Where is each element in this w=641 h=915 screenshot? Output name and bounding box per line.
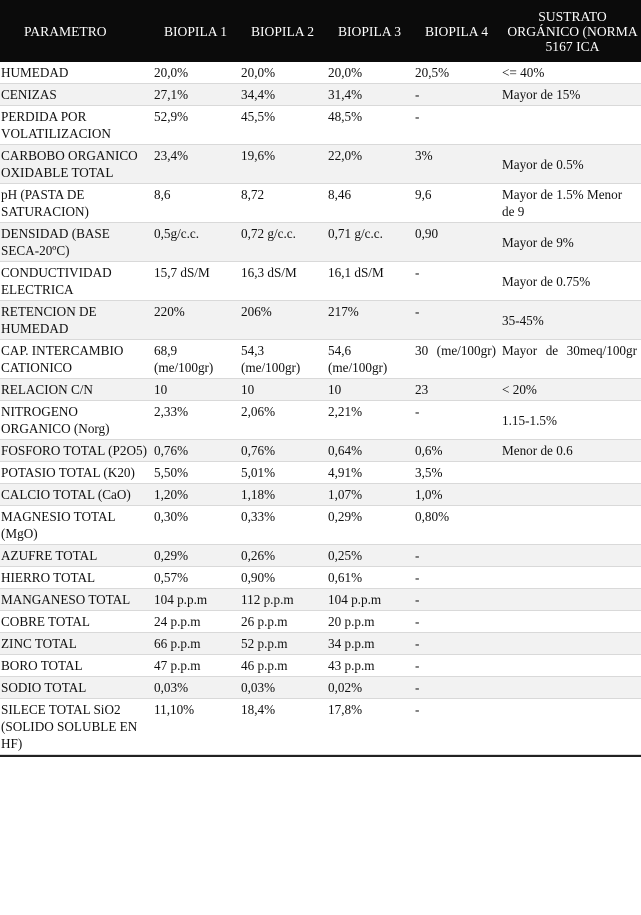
- biopila-1-cell: 2,33%: [152, 401, 239, 440]
- biopila-1-cell: 8,6: [152, 184, 239, 223]
- biopila-2-cell: 19,6%: [239, 145, 326, 184]
- norma-cell: 1.15-1.5%: [500, 401, 641, 440]
- biopila-3-cell: 0,61%: [326, 567, 413, 589]
- biopila-3-cell: 10: [326, 379, 413, 401]
- table-row: [0, 699, 641, 755]
- table-row: [0, 611, 641, 633]
- biopila-2-cell: 1,18%: [239, 484, 326, 506]
- biopila-3-cell: 0,71 g/c.c.: [326, 223, 413, 262]
- biopila-3-cell: 0,29%: [326, 506, 413, 545]
- norma-cell: [500, 655, 641, 677]
- parameter-cell: DENSIDAD (BASE SECA-20ºC): [0, 223, 152, 262]
- table-row: [0, 379, 641, 401]
- biopila-3-cell: 16,1 dS/M: [326, 262, 413, 301]
- parameter-cell: SILECE TOTAL SiO2 (SOLIDO SOLUBLE EN HF): [0, 699, 152, 755]
- biopila-2-cell: 0,76%: [239, 440, 326, 462]
- table-header-row: [0, 0, 641, 62]
- norma-cell: Mayor de 1.5% Menor de 9: [500, 184, 641, 223]
- biopila-3-cell: 48,5%: [326, 106, 413, 145]
- norma-cell: Mayor de 15%: [500, 84, 641, 106]
- biopila-2-cell: 20,0%: [239, 62, 326, 84]
- biopila-4-cell: 9,6: [413, 184, 500, 223]
- parameter-cell: AZUFRE TOTAL: [0, 545, 152, 567]
- parameter-cell: CAP. INTERCAMBIO CATIONICO: [0, 340, 152, 379]
- biopila-1-cell: 104 p.p.m: [152, 589, 239, 611]
- biopila-3-cell: 0,02%: [326, 677, 413, 699]
- biopila-2-cell: 206%: [239, 301, 326, 340]
- norma-cell: [500, 545, 641, 567]
- biopila-2-cell: 0,03%: [239, 677, 326, 699]
- parameter-cell: RETENCION DE HUMEDAD: [0, 301, 152, 340]
- biopila-2-cell: 54,3 (me/100gr): [239, 340, 326, 379]
- biopila-3-cell: 17,8%: [326, 699, 413, 755]
- header-biopila-4: BIOPILA 4: [424, 23, 489, 39]
- biopila-4-cell: -: [413, 677, 500, 699]
- biopila-3-cell: 34 p.p.m: [326, 633, 413, 655]
- biopila-4-cell: -: [413, 633, 500, 655]
- biopila-3-cell: 0,25%: [326, 545, 413, 567]
- biopila-2-cell: 26 p.p.m: [239, 611, 326, 633]
- biopila-1-cell: 68,9 (me/100gr): [152, 340, 239, 379]
- norma-cell: [500, 677, 641, 699]
- biopila-1-cell: 0,76%: [152, 440, 239, 462]
- table-row: [0, 340, 641, 379]
- table-row: [0, 301, 641, 340]
- parameter-cell: NITROGENO ORGANICO (Norg): [0, 401, 152, 440]
- biopila-3-cell: 104 p.p.m: [326, 589, 413, 611]
- parameter-cell: CENIZAS: [0, 84, 152, 106]
- parameter-cell: HUMEDAD: [0, 62, 152, 84]
- biopila-1-cell: 15,7 dS/M: [152, 262, 239, 301]
- biopila-1-cell: 20,0%: [152, 62, 239, 84]
- parameter-cell: POTASIO TOTAL (K20): [0, 462, 152, 484]
- norma-cell: [500, 484, 641, 506]
- biopila-4-cell: -: [413, 401, 500, 440]
- parameter-cell: RELACION C/N: [0, 379, 152, 401]
- biopila-1-cell: 0,30%: [152, 506, 239, 545]
- biopila-3-cell: 43 p.p.m: [326, 655, 413, 677]
- biopila-2-cell: 46 p.p.m: [239, 655, 326, 677]
- biopila-3-cell: 8,46: [326, 184, 413, 223]
- parameter-cell: PERDIDA POR VOLATILIZACION: [0, 106, 152, 145]
- biopila-4-cell: -: [413, 589, 500, 611]
- biopila-3-cell: 4,91%: [326, 462, 413, 484]
- table-bottom-rule: [0, 755, 641, 757]
- biopila-4-cell: -: [413, 545, 500, 567]
- norma-cell: 35-45%: [500, 301, 641, 340]
- biopila-2-cell: 16,3 dS/M: [239, 262, 326, 301]
- table-row: [0, 545, 641, 567]
- table-row: [0, 484, 641, 506]
- parameter-cell: CALCIO TOTAL (CaO): [0, 484, 152, 506]
- table-row: [0, 106, 641, 145]
- biopila-4-cell: -: [413, 567, 500, 589]
- biopila-2-cell: 0,90%: [239, 567, 326, 589]
- biopila-1-cell: 1,20%: [152, 484, 239, 506]
- table-row: [0, 567, 641, 589]
- biopila-4-cell: 3%: [413, 145, 500, 184]
- norma-cell: [500, 567, 641, 589]
- biopila-3-cell: 2,21%: [326, 401, 413, 440]
- biopila-1-cell: 24 p.p.m: [152, 611, 239, 633]
- norma-cell: [500, 633, 641, 655]
- biopila-4-cell: -: [413, 611, 500, 633]
- biopila-4-cell: -: [413, 301, 500, 340]
- biopila-1-cell: 11,10%: [152, 699, 239, 755]
- biopila-4-cell: 0,90: [413, 223, 500, 262]
- biopila-2-cell: 8,72: [239, 184, 326, 223]
- parameter-cell: COBRE TOTAL: [0, 611, 152, 633]
- table-row: [0, 62, 641, 84]
- parameter-cell: CARBOBO ORGANICO OXIDABLE TOTAL: [0, 145, 152, 184]
- biopila-4-cell: 20,5%: [413, 62, 500, 84]
- biopila-3-cell: 31,4%: [326, 84, 413, 106]
- norma-cell: Menor de 0.6: [500, 440, 641, 462]
- header-biopila-1: BIOPILA 1: [163, 23, 228, 39]
- biopila-4-cell: 30 (me/100gr): [413, 340, 500, 379]
- norma-cell: <= 40%: [500, 62, 641, 84]
- header-sustrato-organico: SUSTRATO ORGÁNICO (NORMA 5167 ICA: [507, 8, 638, 54]
- biopila-1-cell: 0,03%: [152, 677, 239, 699]
- biopila-3-cell: 54,6 (me/100gr): [326, 340, 413, 379]
- norma-cell: Mayor de 0.5%: [500, 145, 641, 184]
- biopila-4-cell: 23: [413, 379, 500, 401]
- table-row: [0, 223, 641, 262]
- biopila-4-cell: 1,0%: [413, 484, 500, 506]
- biopila-3-cell: 217%: [326, 301, 413, 340]
- biopila-1-cell: 23,4%: [152, 145, 239, 184]
- parameter-cell: pH (PASTA DE SATURACION): [0, 184, 152, 223]
- biopila-2-cell: 112 p.p.m: [239, 589, 326, 611]
- table-row: [0, 145, 641, 184]
- parameter-cell: BORO TOTAL: [0, 655, 152, 677]
- biopila-2-cell: 10: [239, 379, 326, 401]
- parameter-cell: HIERRO TOTAL: [0, 567, 152, 589]
- biopila-4-cell: 0,6%: [413, 440, 500, 462]
- biopila-2-cell: 2,06%: [239, 401, 326, 440]
- parameter-cell: SODIO TOTAL: [0, 677, 152, 699]
- biopila-3-cell: 0,64%: [326, 440, 413, 462]
- table-row: [0, 84, 641, 106]
- norma-cell: [500, 106, 641, 145]
- biopila-2-cell: 0,26%: [239, 545, 326, 567]
- biopila-1-cell: 5,50%: [152, 462, 239, 484]
- table-row: [0, 440, 641, 462]
- biopila-4-cell: -: [413, 84, 500, 106]
- parameter-cell: ZINC TOTAL: [0, 633, 152, 655]
- biopila-1-cell: 220%: [152, 301, 239, 340]
- norma-cell: Mayor de 30meq/100gr: [500, 340, 641, 379]
- biopila-1-cell: 0,5g/c.c.: [152, 223, 239, 262]
- biopila-3-cell: 20 p.p.m: [326, 611, 413, 633]
- biopila-2-cell: 52 p.p.m: [239, 633, 326, 655]
- table-row: [0, 677, 641, 699]
- biopila-4-cell: -: [413, 262, 500, 301]
- biopila-4-cell: -: [413, 106, 500, 145]
- biopila-1-cell: 52,9%: [152, 106, 239, 145]
- biopila-4-cell: -: [413, 699, 500, 755]
- header-parametro: PARAMETRO: [24, 23, 107, 39]
- biopila-2-cell: 5,01%: [239, 462, 326, 484]
- norma-cell: Mayor de 9%: [500, 223, 641, 262]
- table-row: [0, 633, 641, 655]
- norma-cell: Mayor de 0.75%: [500, 262, 641, 301]
- parameter-cell: MANGANESO TOTAL: [0, 589, 152, 611]
- biopila-1-cell: 0,29%: [152, 545, 239, 567]
- header-biopila-3: BIOPILA 3: [337, 23, 402, 39]
- norma-cell: [500, 462, 641, 484]
- parameter-cell: CONDUCTIVIDAD ELECTRICA: [0, 262, 152, 301]
- norma-cell: [500, 506, 641, 545]
- norma-cell: [500, 699, 641, 755]
- parameter-cell: FOSFORO TOTAL (P2O5): [0, 440, 152, 462]
- biopila-1-cell: 0,57%: [152, 567, 239, 589]
- biopila-3-cell: 20,0%: [326, 62, 413, 84]
- norma-cell: < 20%: [500, 379, 641, 401]
- biopila-1-cell: 66 p.p.m: [152, 633, 239, 655]
- biopila-2-cell: 0,33%: [239, 506, 326, 545]
- table-row: [0, 401, 641, 440]
- biopila-4-cell: 0,80%: [413, 506, 500, 545]
- header-biopila-2: BIOPILA 2: [250, 23, 315, 39]
- table-row: [0, 506, 641, 545]
- biopila-1-cell: 27,1%: [152, 84, 239, 106]
- table-row: [0, 462, 641, 484]
- table-body: [0, 62, 641, 755]
- biopila-2-cell: 0,72 g/c.c.: [239, 223, 326, 262]
- norma-cell: [500, 589, 641, 611]
- biopila-1-cell: 47 p.p.m: [152, 655, 239, 677]
- parameter-cell: MAGNESIO TOTAL (MgO): [0, 506, 152, 545]
- biopila-3-cell: 1,07%: [326, 484, 413, 506]
- norma-cell: [500, 611, 641, 633]
- biopila-3-cell: 22,0%: [326, 145, 413, 184]
- biopila-2-cell: 34,4%: [239, 84, 326, 106]
- biopila-2-cell: 45,5%: [239, 106, 326, 145]
- table-row: [0, 589, 641, 611]
- table-row: [0, 262, 641, 301]
- biopila-2-cell: 18,4%: [239, 699, 326, 755]
- biopila-4-cell: -: [413, 655, 500, 677]
- biopila-4-cell: 3,5%: [413, 462, 500, 484]
- table-row: [0, 184, 641, 223]
- biopila-1-cell: 10: [152, 379, 239, 401]
- table-row: [0, 655, 641, 677]
